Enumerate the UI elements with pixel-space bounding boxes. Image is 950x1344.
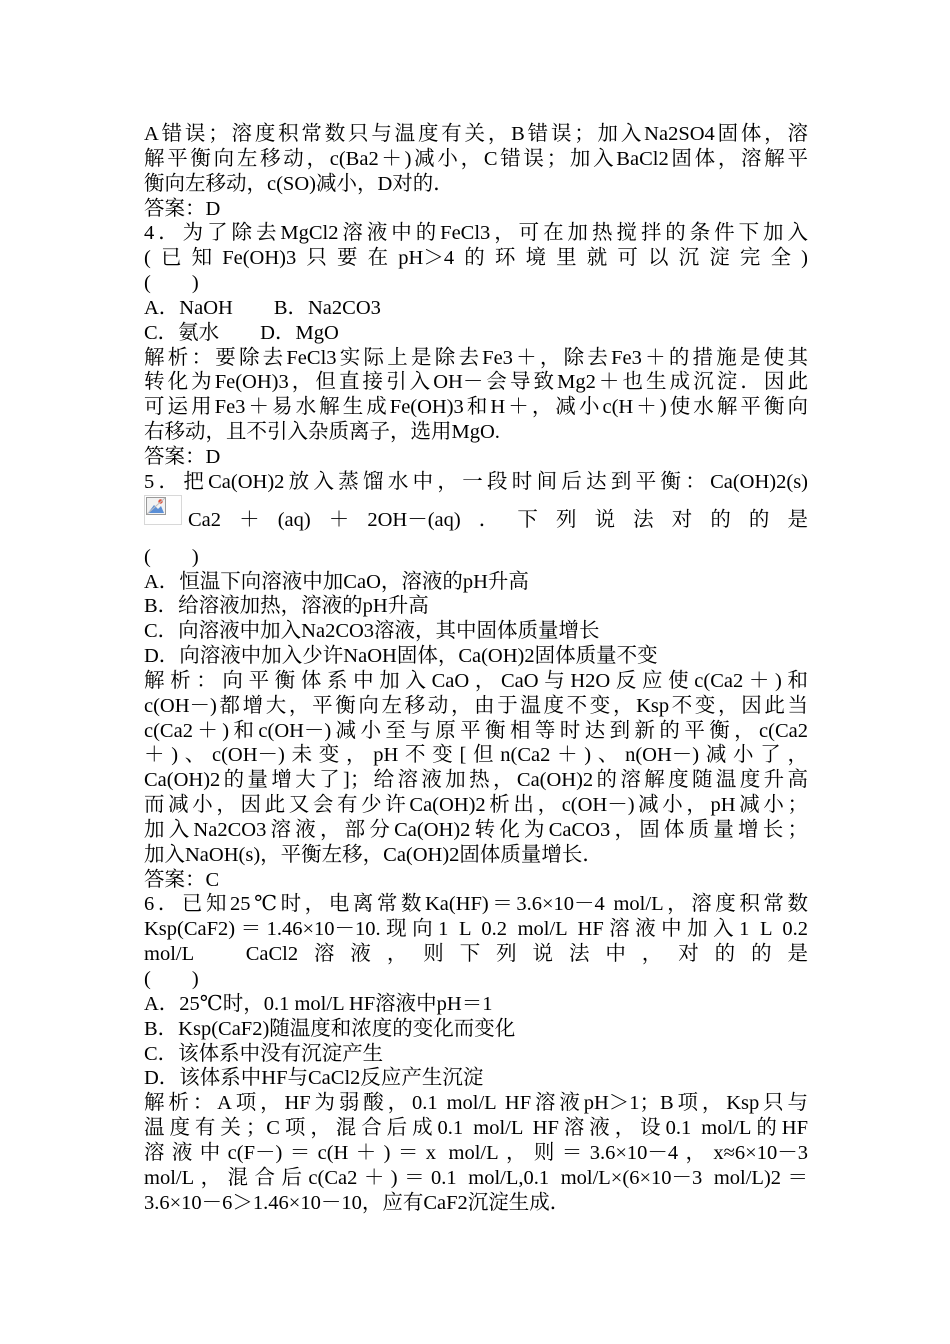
analysis-line: 而减小，因此又会有少许Ca(OH)2析出，c(OH－)减小，pH减小； — [144, 794, 808, 817]
analysis-line: c(OH－)都增大，平衡向左移动，由于温度不变，Ksp不变，因此当 — [144, 694, 808, 717]
option-line: D．该体系中HF与CaCl2反应产生沉淀 — [144, 1067, 484, 1090]
option-line: C．向溶液中加入Na2CO3溶液，其中固体质量增长 — [144, 620, 600, 643]
analysis-line: 加入NaOH(s)，平衡左移，Ca(OH)2固体质量增长． — [144, 843, 603, 866]
option-line: A．NaOH B．Na2CO3 — [144, 296, 381, 319]
analysis-line: Ca(OH)2的量增大了]；给溶液加热，Ca(OH)2的溶解度随温度升高 — [144, 769, 808, 792]
text-line: A错误；溶度积常数只与温度有关，B错误；加入Na2SO4固体，溶 — [144, 123, 808, 145]
document-page — [144, 122, 808, 1215]
question-4-condition: (已知Fe(OH)3只要在pH＞4的环境里就可以沉淀完全) — [144, 247, 808, 270]
answer-line: 答案：D — [144, 197, 221, 220]
analysis-line: ＋)、c(OH－)未变，pH不变[但n(Ca2＋)、n(OH－)减小了， — [144, 744, 808, 767]
answer-blank: ( ) — [144, 272, 199, 295]
option-line: C．该体系中没有沉淀产生 — [144, 1042, 384, 1065]
question-5-stem: 5．把Ca(OH)2放入蒸馏水中，一段时间后达到平衡：Ca(OH)2(s) — [144, 470, 808, 493]
equilibrium-text: Ca2＋(aq)＋2OH－(aq)．下列说法对的的是 — [188, 508, 808, 531]
analysis-line: 可运用Fe3＋易水解生成Fe(OH)3和H＋，减小c(H＋)使水解平衡向 — [144, 396, 808, 419]
option-line: D．向溶液中加入少许NaOH固体，Ca(OH)2固体质量不变 — [144, 645, 658, 668]
option-line: A．25℃时，0.1 mol/L HF溶液中pH＝1 — [144, 992, 493, 1015]
analysis-line: 解析：向平衡体系中加入CaO，CaO与H2O反应使c(Ca2＋)和 — [144, 669, 808, 692]
text-line: 解平衡向左移动，c(Ba2＋)减小，C错误；加入BaCl2固体，溶解平 — [144, 147, 808, 170]
analysis-line: c(Ca2＋)和c(OH－)减小至与原平衡相等时达到新的平衡，c(Ca2 — [144, 719, 808, 742]
question-4-stem: 4．为了除去MgCl2溶液中的FeCl3，可在加热搅拌的条件下加入 — [144, 222, 808, 245]
analysis-line: 右移动，且不引入杂质离子，选用MgO. — [144, 421, 500, 444]
analysis-line: 温度有关；C项，混合后成0.1 mol/L HF溶液，设0.1 mol/L的HF — [144, 1117, 808, 1140]
answer-blank: ( ) — [144, 968, 199, 990]
option-line: C．氨水 D．MgO — [144, 321, 339, 344]
analysis-line: mol/L，混合后c(Ca2＋)＝0.1 mol/L,0.1 mol/L×(6×10－3 mol/L)2＝ — [144, 1166, 808, 1189]
option-line: B．Ksp(CaF2)随温度和浓度的变化而变化 — [144, 1017, 516, 1040]
analysis-line: 解析：要除去FeCl3实际上是除去Fe3＋，除去Fe3＋的措施是使其 — [144, 346, 808, 369]
option-line: A．恒温下向溶液中加CaO，溶液的pH升高 — [144, 570, 529, 593]
analysis-line: 3.6×10－6＞1.46×10－10，应有CaF2沉淀生成． — [144, 1191, 571, 1214]
question-6-stem: mol/L CaCl2溶液，则下列说法中，对的的是 — [144, 943, 808, 966]
analysis-line: 转化为Fe(OH)3，但直接引入OH－会导致Mg2＋也生成沉淀．因此 — [144, 371, 808, 394]
answer-line: 答案：C — [144, 868, 220, 891]
option-line: B．给溶液加热，溶液的pH升高 — [144, 595, 429, 618]
analysis-line: 解析：A项，HF为弱酸，0.1 mol/L HF溶液pH＞1；B项，Ksp只与 — [144, 1092, 808, 1115]
text-line: 衡向左移动，c(SO)减小，D对的． — [144, 172, 454, 195]
analysis-line: 溶液中c(F－)＝c(H＋)＝x mol/L，则＝3.6×10－4，x≈6×10－3 — [144, 1141, 808, 1164]
question-6-stem: 6．已知25℃时，电离常数Ka(HF)＝3.6×10－4 mol/L，溶度积常数 — [144, 893, 808, 916]
answer-line: 答案：D — [144, 445, 221, 468]
answer-blank: ( ) — [144, 545, 199, 568]
question-6-stem: Ksp(CaF2)＝1.46×10－10.现向1 L 0.2 mol/L HF溶液中加入1 L 0.2 — [144, 918, 808, 941]
analysis-line: 加入Na2CO3溶液，部分Ca(OH)2转化为CaCO3，固体质量增长； — [144, 818, 808, 841]
broken-image-icon — [144, 495, 182, 525]
equilibrium-line — [144, 495, 808, 545]
